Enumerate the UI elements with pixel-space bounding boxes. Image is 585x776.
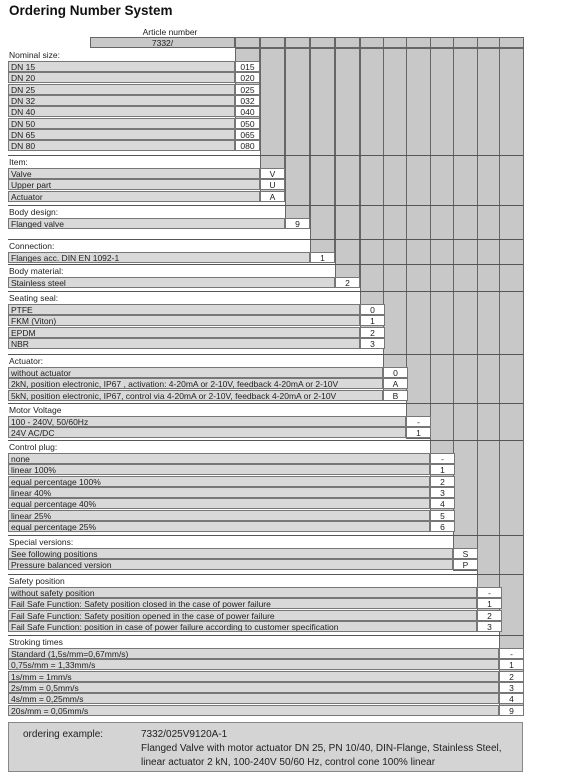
- option-row: Standard (1,5s/mm=0,67mm/s): [8, 648, 499, 659]
- option-code: -: [406, 416, 431, 427]
- option-code: 015: [235, 61, 260, 72]
- option-code: 0: [383, 367, 408, 378]
- option-row: Valve: [8, 168, 260, 179]
- option-row: 1s/mm = 1mm/s: [8, 671, 499, 682]
- option-row: DN 25: [8, 84, 235, 95]
- option-row: NBR: [8, 338, 360, 349]
- option-row: without actuator: [8, 367, 383, 378]
- option-row: none: [8, 453, 430, 464]
- option-code: 032: [235, 95, 260, 106]
- code-column: [499, 48, 524, 716]
- option-code: A: [383, 378, 408, 389]
- option-row: without safety position: [8, 587, 477, 598]
- code-column: [406, 48, 431, 439]
- ordering-example-desc-1: Flanged Valve with motor actuator DN 25, PN 10/40, DIN-Flange, Stainless Steel,: [141, 743, 502, 754]
- section-heading: Item:: [9, 157, 28, 167]
- option-code: 3: [360, 338, 385, 349]
- option-code: 3: [499, 682, 524, 693]
- column-header-box: [310, 37, 335, 48]
- option-row: Actuator: [8, 191, 260, 202]
- option-code: B: [383, 390, 408, 401]
- option-row: FKM (Viton): [8, 315, 360, 326]
- option-code: -: [499, 648, 524, 659]
- column-header-box: [406, 37, 431, 48]
- option-code: 9: [285, 218, 310, 229]
- option-code: -: [430, 453, 455, 464]
- option-code: 6: [430, 521, 455, 532]
- option-code: S: [453, 548, 478, 559]
- ordering-example-box: [8, 722, 523, 772]
- column-header-box: [360, 37, 385, 48]
- option-code: P: [453, 559, 478, 570]
- section-separator: [8, 291, 523, 292]
- option-code: 1: [360, 315, 385, 326]
- section-separator: [8, 239, 523, 240]
- section-heading: Body material:: [9, 266, 64, 276]
- code-column: [335, 48, 360, 288]
- column-header-box: [383, 37, 408, 48]
- option-code: 1: [310, 252, 335, 263]
- section-separator: [8, 440, 523, 441]
- option-row: Flanges acc. DIN EN 1092-1: [8, 252, 310, 263]
- option-row: PTFE: [8, 304, 360, 315]
- option-row: equal percentage 25%: [8, 521, 430, 532]
- page-title: Ordering Number System: [9, 3, 173, 18]
- section-separator: [8, 635, 523, 636]
- column-header-box: [235, 37, 260, 48]
- option-code: 040: [235, 106, 260, 117]
- option-row: Pressure balanced version: [8, 559, 453, 570]
- column-header-box: [453, 37, 478, 48]
- section-separator: [8, 535, 523, 536]
- option-code: 4: [499, 693, 524, 704]
- option-row: Stainless steel: [8, 277, 335, 288]
- option-row: DN 32: [8, 95, 235, 106]
- section-heading: Body design:: [9, 207, 59, 217]
- option-code: 9: [499, 705, 524, 716]
- column-header-box: [260, 37, 285, 48]
- section-heading: Control plug:: [9, 442, 58, 452]
- option-row: 2kN, position electronic, IP67 , activation: 4-20mA or 2-10V, feedback 4-20mA or 2-10V: [8, 378, 383, 389]
- option-row: Flanged valve: [8, 218, 285, 229]
- option-code: 2: [430, 476, 455, 487]
- option-code: 0: [360, 304, 385, 315]
- option-row: DN 20: [8, 72, 235, 83]
- section-separator: [8, 205, 523, 206]
- option-row: 4s/mm = 0,25mm/s: [8, 693, 499, 704]
- section-heading: Motor Voltage: [9, 405, 62, 415]
- option-code: 2: [477, 610, 502, 621]
- code-column: [453, 48, 478, 571]
- option-row: Fail Safe Function: position in case of power failure according to customer specification: [8, 621, 477, 632]
- article-number-label: Article number: [142, 27, 198, 37]
- option-code: -: [477, 587, 502, 598]
- option-code: 1: [430, 464, 455, 475]
- option-code: 3: [430, 487, 455, 498]
- option-row: DN 40: [8, 106, 235, 117]
- option-code: V: [260, 168, 285, 179]
- option-row: 100 - 240V, 50/60Hz: [8, 416, 406, 427]
- option-code: U: [260, 179, 285, 190]
- option-row: DN 65: [8, 129, 235, 140]
- ordering-example-desc-2: linear actuator 2 kN, 100-240V 50/60 Hz, control cone 100% linear: [141, 757, 436, 768]
- section-separator: [8, 574, 523, 575]
- option-row: 5kN, position electronic, IP67, control via 4-20mA or 2-10V, feedback 4-20mA or 2-10V: [8, 390, 383, 401]
- option-row: DN 15: [8, 61, 235, 72]
- section-heading: Stroking times: [9, 637, 63, 647]
- section-heading: Actuator:: [9, 356, 44, 366]
- option-row: DN 80: [8, 140, 235, 151]
- column-header-box: [285, 37, 310, 48]
- code-column: [383, 48, 408, 401]
- section-heading: Safety position: [9, 576, 65, 586]
- column-header-box: [430, 37, 455, 48]
- option-code: 3: [477, 621, 502, 632]
- option-code: 1: [477, 598, 502, 609]
- option-code: 1: [499, 659, 524, 670]
- option-row: 20s/mm = 0,05mm/s: [8, 705, 499, 716]
- section-heading: Special versions:: [9, 537, 74, 547]
- article-number-value: 7332/: [90, 37, 235, 48]
- option-row: See following positions: [8, 548, 453, 559]
- option-code: A: [260, 191, 285, 202]
- option-row: equal percentage 40%: [8, 498, 430, 509]
- option-code: 065: [235, 129, 260, 140]
- option-code: 4: [430, 498, 455, 509]
- option-row: 2s/mm = 0,5mm/s: [8, 682, 499, 693]
- option-row: linear 100%: [8, 464, 430, 475]
- option-code: 5: [430, 510, 455, 521]
- option-code: 020: [235, 72, 260, 83]
- option-row: linear 40%: [8, 487, 430, 498]
- section-separator: [8, 264, 523, 265]
- column-header-box: [335, 37, 360, 48]
- option-row: Fail Safe Function: Safety position opened in the case of power failure: [8, 610, 477, 621]
- option-row: DN 50: [8, 118, 235, 129]
- section-separator: [8, 403, 523, 404]
- section-separator: [8, 155, 523, 156]
- option-code: 080: [235, 140, 260, 151]
- code-column: [285, 48, 310, 229]
- ordering-example-label: ordering example:: [23, 729, 104, 740]
- option-code: 2: [360, 327, 385, 338]
- ordering-example-code: 7332/025V9120A-1: [141, 729, 228, 740]
- option-row: 24V AC/DC: [8, 427, 406, 438]
- option-code: 1: [406, 427, 431, 438]
- section-heading: Connection:: [9, 241, 55, 251]
- option-row: equal percentage 100%: [8, 476, 430, 487]
- section-heading: Nominal size:: [9, 50, 61, 60]
- option-code: 025: [235, 84, 260, 95]
- option-code: 2: [499, 671, 524, 682]
- option-row: 0,75s/mm = 1,33mm/s: [8, 659, 499, 670]
- option-code: 050: [235, 118, 260, 129]
- option-row: Fail Safe Function: Safety position closed in the case of power failure: [8, 598, 477, 609]
- column-header-box: [499, 37, 524, 48]
- option-code: 2: [335, 277, 360, 288]
- section-separator: [8, 354, 523, 355]
- section-heading: Seating seal:: [9, 293, 59, 303]
- option-row: EPDM: [8, 327, 360, 338]
- option-row: Upper part: [8, 179, 260, 190]
- option-row: linear 25%: [8, 510, 430, 521]
